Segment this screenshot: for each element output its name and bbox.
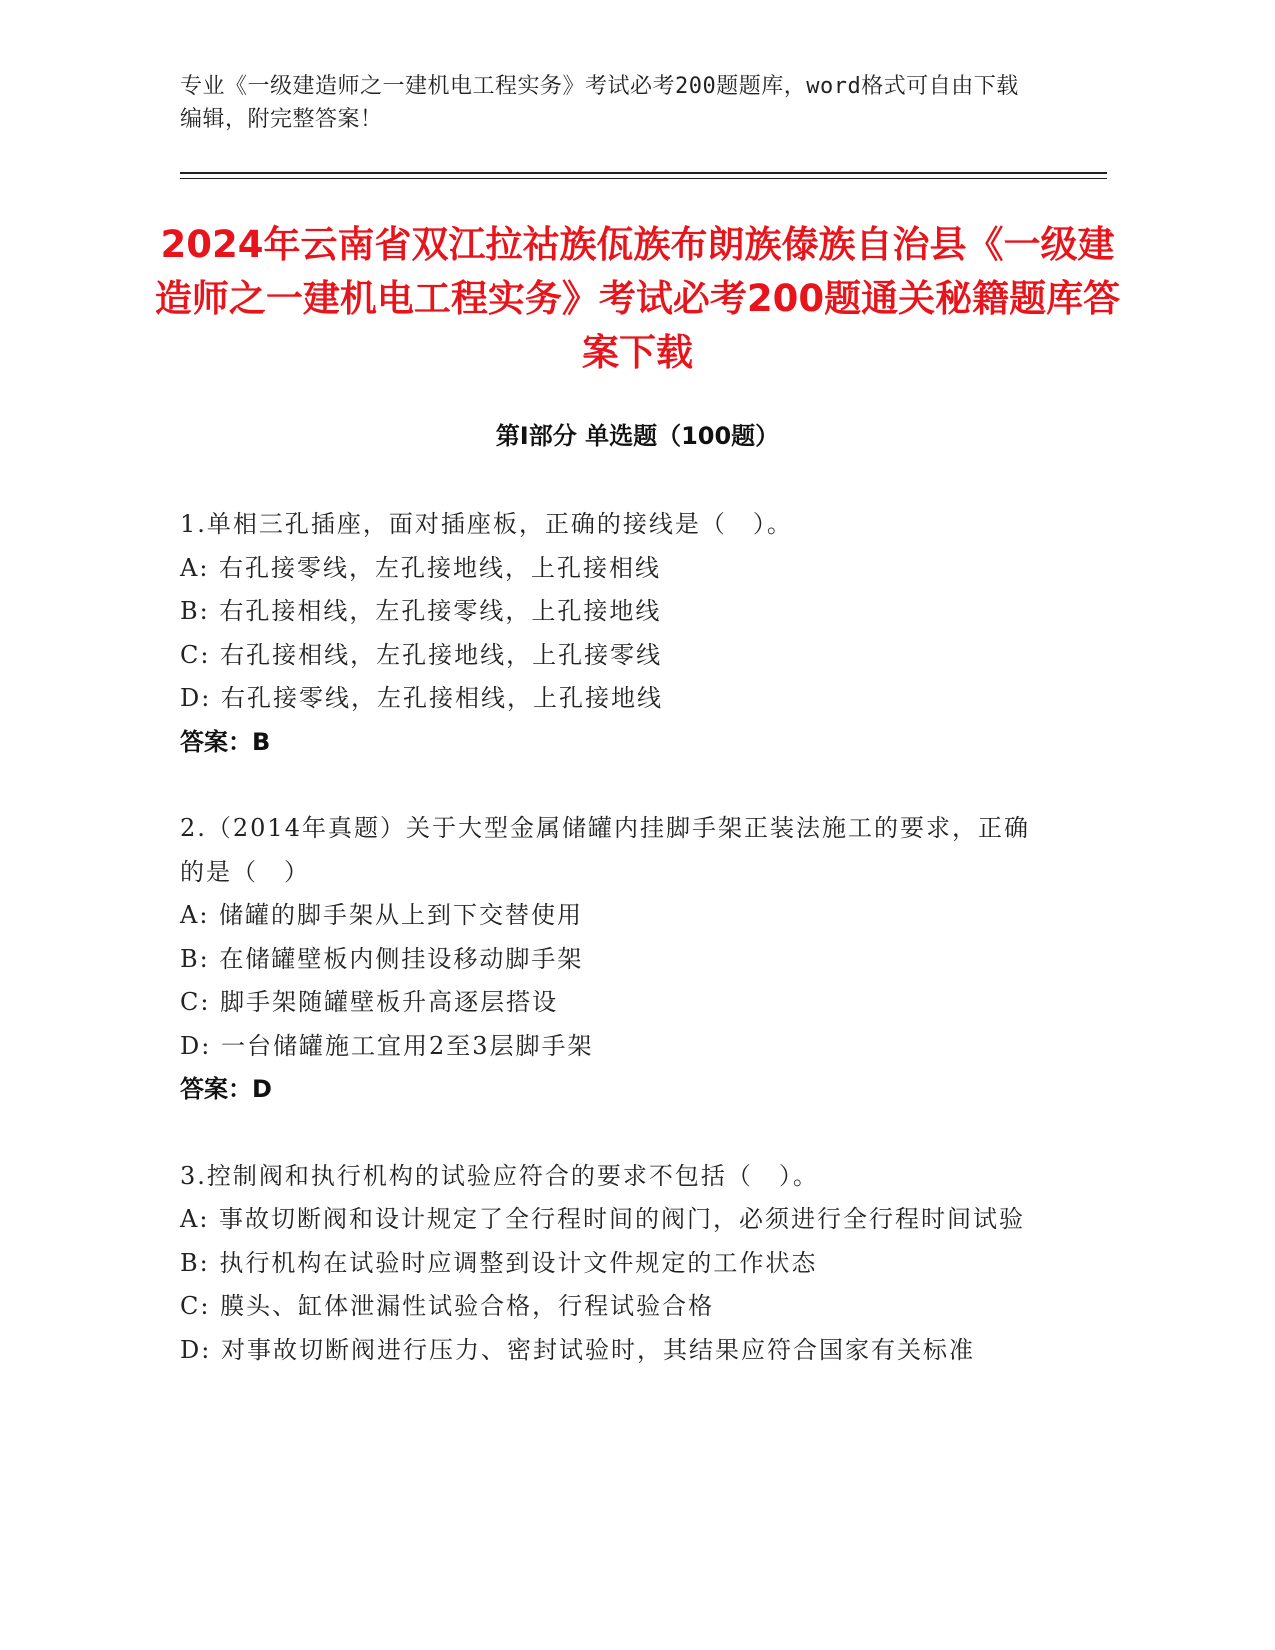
question-stem: 1.单相三孔插座，面对插座板，正确的接线是（ ）。 [180, 510, 793, 538]
option-d: D: 右孔接零线，左孔接相线，上孔接地线 [180, 684, 663, 712]
header-divider-thick [180, 172, 1107, 174]
option-b: B: 右孔接相线，左孔接零线，上孔接地线 [180, 597, 662, 625]
option-c: C: 右孔接相线，左孔接地线，上孔接零线 [180, 640, 663, 669]
question-stem: 2.（2014年真题）关于大型金属储罐内挂脚手架正装法施工的要求，正确的是（ ） [180, 814, 1030, 886]
header-divider-thin [180, 178, 1107, 179]
section-title: 第Ⅰ部分 单选题（100题） [495, 422, 780, 450]
option-c: C: 膜头、缸体泄漏性试验合格，行程试验合格 [180, 1292, 715, 1320]
option-c: C: 脚手架随罐壁板升高逐层搭设 [180, 988, 559, 1016]
option-a: A: 右孔接零线，左孔接地线，上孔接相线 [180, 553, 662, 582]
question-stem: 3.控制阀和执行机构的试验应符合的要求不包括（ ）。 [180, 1161, 819, 1190]
option-b: B: 在储罐壁板内侧挂设移动脚手架 [180, 944, 584, 973]
question-1 [180, 503, 1040, 764]
option-d: D: 一台储罐施工宜用2至3层脚手架 [180, 1031, 594, 1060]
option-a: A: 事故切断阀和设计规定了全行程时间的阀门，必须进行全行程时间试验 [180, 1205, 1026, 1233]
answer-label: 答案：B [180, 727, 271, 756]
option-d: D: 对事故切断阀进行压力、密封试验时，其结果应符合国家有关标准 [180, 1335, 975, 1364]
question-2 [180, 807, 1040, 1112]
answer-label: 答案：D [180, 1075, 272, 1103]
header-note: 专业《一级建造师之一建机电工程实务》考试必考200题题库，word格式可自由下载编辑，附完整答案！ [180, 74, 1019, 132]
document-title: 2024年云南省双江拉祜族佤族布朗族傣族自治县《一级建造师之一建机电工程实务》考试必考200题通关秘籍题库答案下载 [154, 223, 1121, 374]
question-list [180, 503, 1040, 1415]
option-a: A: 储罐的脚手架从上到下交替使用 [180, 901, 584, 929]
question-3 [180, 1155, 1040, 1373]
option-b: B: 执行机构在试验时应调整到设计文件规定的工作状态 [180, 1248, 818, 1277]
